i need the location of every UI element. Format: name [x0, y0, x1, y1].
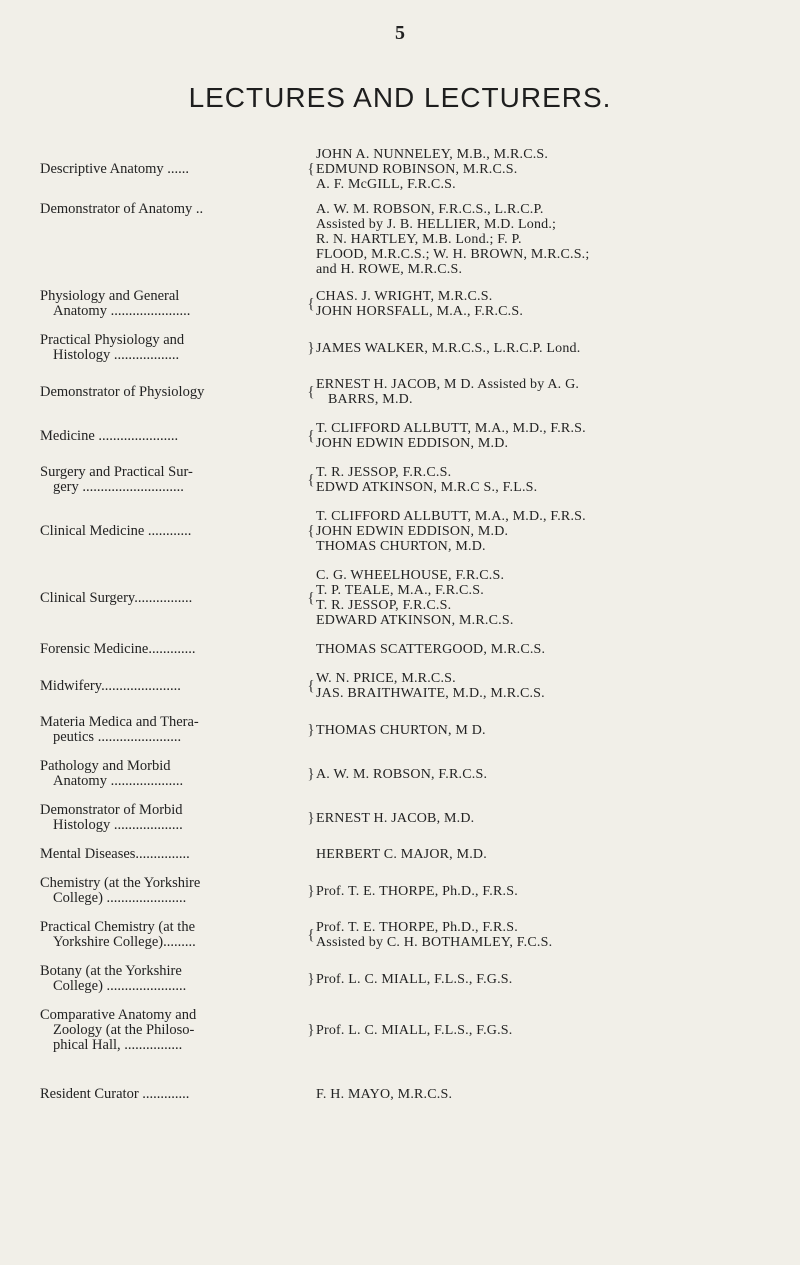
subject-line: Yorkshire College).........: [53, 934, 196, 950]
lecturer-name: THOMAS SCATTERGOOD, M.R.C.S.: [316, 642, 546, 657]
lecturer-name: CHAS. J. WRIGHT, M.R.C.S.: [316, 289, 493, 304]
lecturers: [316, 341, 800, 356]
lecturer-name: T. CLIFFORD ALLBUTT, M.A., M.D., F.R.S.: [316, 509, 586, 524]
entry-midwifery: [0, 671, 800, 701]
lecturers: [316, 147, 800, 192]
brace: {: [307, 383, 315, 400]
lecturer-name: ERNEST H. JACOB, M.D.: [316, 810, 475, 826]
lecturer-name: T. R. JESSOP, F.R.C.S.: [316, 465, 452, 480]
brace: [306, 202, 316, 277]
brace: [306, 642, 316, 657]
entry-demonstrator-morbid-histology: [0, 803, 800, 833]
subject: [40, 671, 306, 701]
subject: [40, 715, 306, 745]
lecturers: [316, 465, 800, 495]
subject: [40, 377, 306, 407]
lecturer-name: and H. ROWE, M.R.C.S.: [316, 262, 463, 277]
entry-pathology: [0, 759, 800, 789]
brace: }: [307, 339, 315, 356]
lecturers: [316, 1087, 800, 1102]
lecturer-name: T. P. TEALE, M.A., F.R.C.S.: [316, 583, 484, 598]
subject-line: Anatomy ......................: [53, 303, 191, 319]
lecturer-name: JOHN A. NUNNELEY, M.B., M.R.C.S.: [316, 147, 549, 162]
lecturer-name: Assisted by J. B. HELLIER, M.D. Lond.;: [316, 217, 557, 232]
lecturer-name: T. CLIFFORD ALLBUTT, M.A., M.D., F.R.S.: [316, 421, 586, 436]
subject: [40, 1087, 306, 1102]
lecturer-name: F. H. MAYO, M.R.C.S.: [316, 1087, 453, 1102]
brace: {: [307, 523, 315, 539]
subject-line: Practical Physiology and: [40, 332, 185, 348]
subject: [40, 333, 306, 363]
lecturer-name: THOMAS CHURTON, M.D.: [316, 539, 486, 554]
lecturers: [316, 723, 800, 738]
lecturer-name: Prof. T. E. THORPE, Ph.D., F.R.S.: [316, 920, 518, 935]
brace: [306, 1087, 316, 1102]
subject-line: Practical Chemistry (at the: [40, 919, 196, 935]
subject-line: Mental Diseases...............: [40, 846, 190, 862]
lecturers: [316, 289, 800, 319]
lecturer-name: T. R. JESSOP, F.R.C.S.: [316, 598, 452, 613]
lecturer-name: THOMAS CHURTON, M D.: [316, 722, 486, 738]
lecturers: [316, 884, 800, 899]
lecturer-name: BARRS, M.D.: [328, 392, 413, 407]
subject-line: gery ............................: [53, 479, 184, 495]
lecturer-name: R. N. HARTLEY, M.B. Lond.; F. P.: [316, 232, 522, 247]
subject-line: Demonstrator of Morbid: [40, 802, 183, 818]
entry-materia-medica: [0, 715, 800, 745]
entry-medicine: [0, 421, 800, 451]
brace: }: [307, 1022, 315, 1038]
entry-demonstrator-of-physiology: [0, 377, 800, 407]
subject-line: Botany (at the Yorkshire: [40, 963, 182, 979]
brace: [306, 847, 316, 862]
subject-line: Anatomy ....................: [53, 773, 184, 789]
subject: [40, 421, 306, 451]
subject: [40, 920, 306, 950]
entry-clinical-surgery: [0, 568, 800, 628]
lecturers: [316, 509, 800, 554]
subject: [40, 642, 306, 657]
lecturer-name: EDMUND ROBINSON, M.R.C.S.: [316, 162, 518, 177]
lecture-list: [0, 147, 800, 1102]
entry-surgery: [0, 465, 800, 495]
brace: {: [307, 471, 315, 488]
brace: {: [307, 589, 315, 606]
entry-practical-chemistry: [0, 920, 800, 950]
entry-descriptive-anatomy: [0, 147, 800, 192]
entry-botany: [0, 964, 800, 994]
subject: [40, 147, 306, 192]
subject-line: phical Hall, ................: [53, 1037, 183, 1053]
subject-line: Physiology and General: [40, 288, 180, 304]
brace: {: [307, 295, 315, 312]
lecturers: [316, 1023, 800, 1038]
subject: [40, 759, 306, 789]
lecturers: [316, 847, 800, 862]
lecturers: [316, 202, 800, 277]
subject-line: Histology ...................: [53, 817, 183, 833]
lecturer-name: FLOOD, M.R.C.S.; W. H. BROWN, M.R.C.S.;: [316, 247, 590, 262]
lecturer-name: Prof. L. C. MIALL, F.L.S., F.G.S.: [316, 1023, 513, 1038]
subject-line: Chemistry (at the Yorkshire: [40, 875, 201, 891]
brace: {: [307, 161, 315, 177]
subject-line: Demonstrator of Physiology: [40, 383, 205, 400]
brace: }: [307, 765, 315, 782]
lecturers: [316, 421, 800, 451]
lecturers: [316, 568, 800, 628]
subject-line: Surgery and Practical Sur-: [40, 464, 193, 480]
lecturer-name: A. F. McGILL, F.R.C.S.: [316, 177, 456, 192]
subject-line: College) ......................: [53, 890, 187, 906]
lecturers: [316, 811, 800, 826]
lecturer-name: Assisted by C. H. BOTHAMLEY, F.C.S.: [316, 935, 553, 950]
lecturers: [316, 972, 800, 987]
lecturer-name: ERNEST H. JACOB, M D. Assisted by A. G.: [316, 377, 580, 392]
subject-line: College) ......................: [53, 978, 187, 994]
entry-physiology: [0, 289, 800, 319]
subject-line: Forensic Medicine.............: [40, 641, 196, 657]
lecturer-name: A. W. M. ROBSON, F.R.C.S.: [316, 766, 488, 782]
subject-line: Resident Curator .............: [40, 1086, 190, 1102]
subject-line: Materia Medica and Thera-: [40, 714, 199, 730]
lecturers: [316, 642, 800, 657]
subject-line: Midwifery......................: [40, 677, 181, 694]
entry-mental-diseases: [0, 847, 800, 862]
entry-chemistry: [0, 876, 800, 906]
lecturer-name: JOHN HORSFALL, M.A., F.R.C.S.: [316, 304, 524, 319]
lecturer-name: Prof. T. E. THORPE, Ph.D., F.R.S.: [316, 883, 518, 899]
lecturer-name: Prof. L. C. MIALL, F.L.S., F.G.S.: [316, 971, 513, 987]
subject-line: Zoology (at the Philoso-: [53, 1022, 195, 1038]
lecturer-name: JAMES WALKER, M.R.C.S., L.R.C.P. Lond.: [316, 340, 581, 356]
lecturer-name: JOHN EDWIN EDDISON, M.D.: [316, 436, 509, 451]
lecturers: [316, 767, 800, 782]
entry-comparative-anatomy: [0, 1008, 800, 1053]
lecturer-name: EDWD ATKINSON, M.R.C S., F.L.S.: [316, 480, 538, 495]
entry-resident-curator: [0, 1087, 800, 1102]
lecturer-name: JAS. BRAITHWAITE, M.D., M.R.C.S.: [316, 686, 545, 701]
entry-practical-physiology: [0, 333, 800, 363]
entry-demonstrator-of-anatomy: [0, 202, 800, 277]
page-title: LECTURES AND LECTURERS.: [188, 82, 612, 113]
brace: }: [307, 721, 315, 738]
subject: [40, 847, 306, 862]
subject-line: Descriptive Anatomy ......: [40, 161, 190, 177]
lecturers: [316, 377, 800, 407]
subject-line: Demonstrator of Anatomy ..: [40, 201, 204, 217]
subject: [40, 465, 306, 495]
page-number: 5: [395, 22, 405, 44]
brace: {: [307, 677, 315, 694]
subject-line: Medicine ......................: [40, 427, 179, 444]
subject-line: Clinical Medicine ............: [40, 523, 192, 539]
lecturer-name: EDWARD ATKINSON, M.R.C.S.: [316, 613, 514, 628]
subject: [40, 1008, 306, 1053]
brace: {: [307, 427, 315, 444]
lecturer-name: JOHN EDWIN EDDISON, M.D.: [316, 524, 509, 539]
subject: [40, 202, 306, 277]
subject: [40, 876, 306, 906]
lecturer-name: C. G. WHEELHOUSE, F.R.C.S.: [316, 568, 505, 583]
entry-forensic-medicine: [0, 642, 800, 657]
subject-line: Comparative Anatomy and: [40, 1007, 197, 1023]
subject-line: Clinical Surgery................: [40, 589, 193, 606]
lecturer-name: W. N. PRICE, M.R.C.S.: [316, 671, 456, 686]
brace: }: [307, 809, 315, 826]
subject: [40, 509, 306, 554]
lecturer-name: HERBERT C. MAJOR, M.D.: [316, 847, 487, 862]
subject: [40, 289, 306, 319]
lecturers: [316, 671, 800, 701]
subject: [40, 803, 306, 833]
lecturer-name: A. W. M. ROBSON, F.R.C.S., L.R.C.P.: [316, 202, 544, 217]
lecturers: [316, 920, 800, 950]
brace: }: [307, 882, 315, 899]
subject-line: Histology ..................: [53, 347, 180, 363]
entry-clinical-medicine: [0, 509, 800, 554]
brace: {: [307, 926, 315, 943]
subject-line: Pathology and Morbid: [40, 758, 171, 774]
brace: }: [307, 970, 315, 987]
subject: [40, 964, 306, 994]
subject-line: peutics .......................: [53, 729, 182, 745]
subject: [40, 568, 306, 628]
